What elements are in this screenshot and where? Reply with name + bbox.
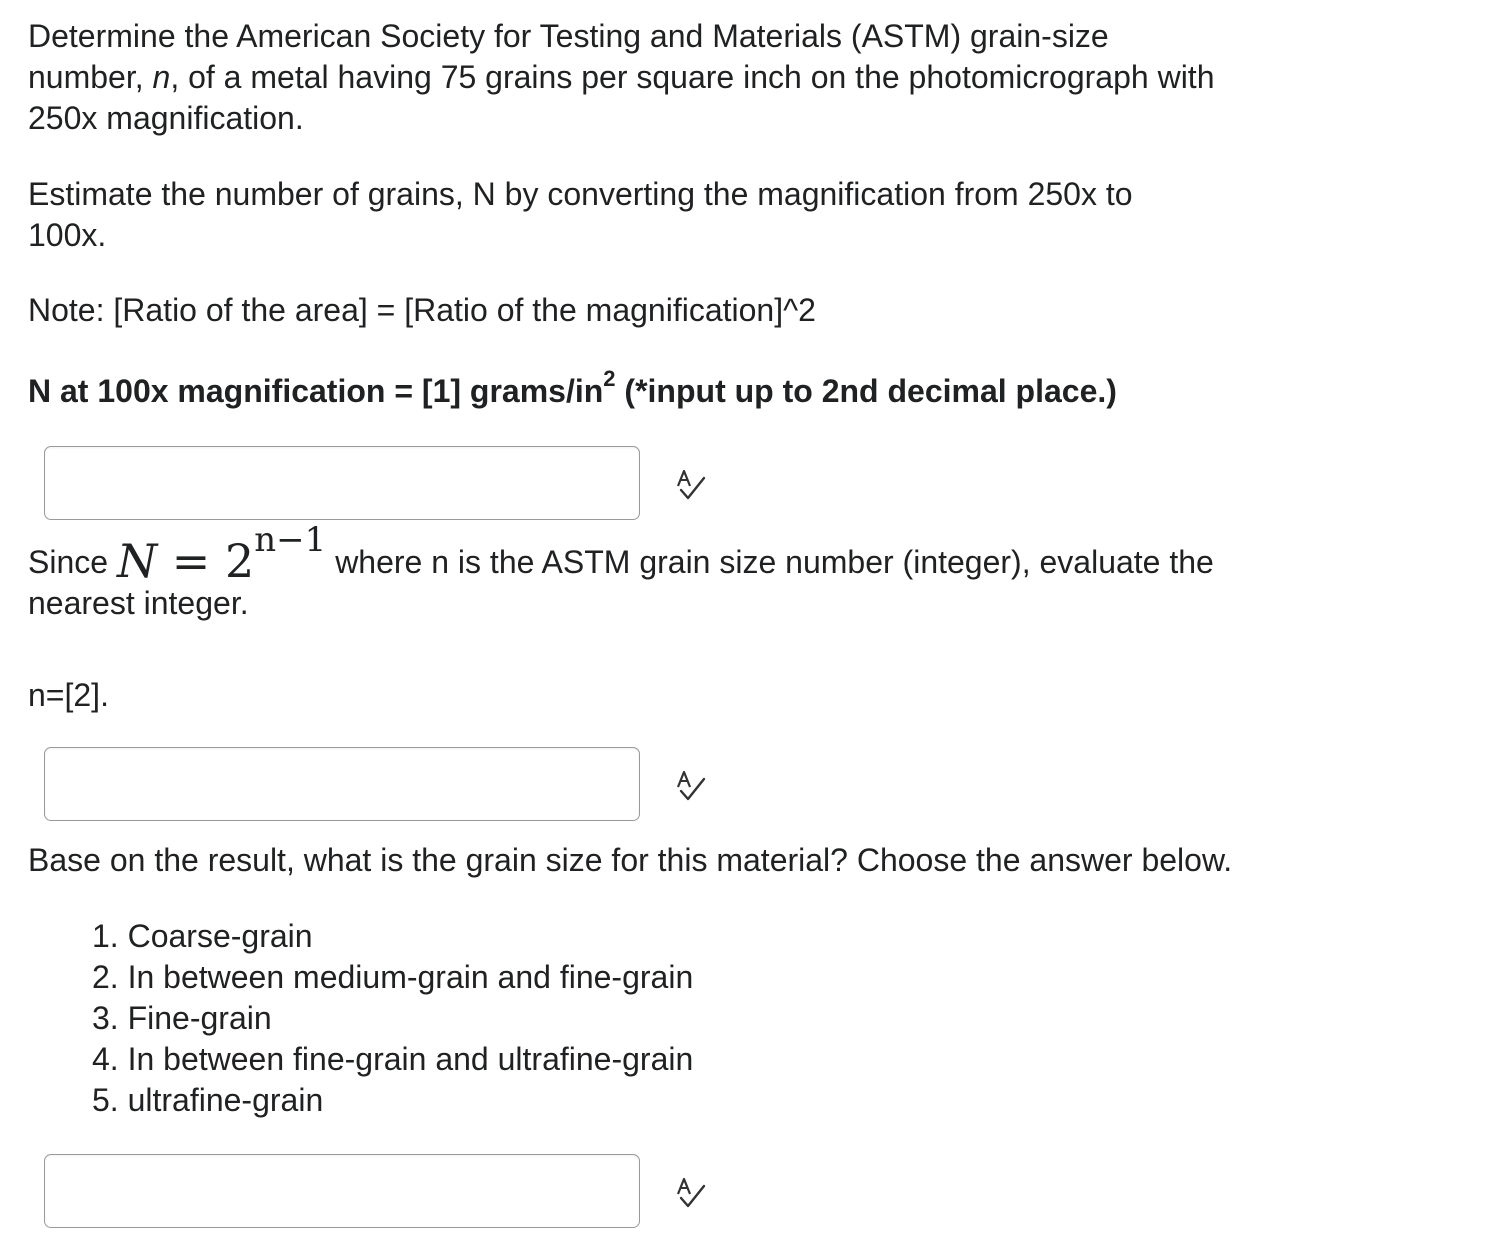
option-item: 1. Coarse-grain xyxy=(92,918,313,954)
spellcheck-icon[interactable] xyxy=(672,466,710,504)
answer-row-3 xyxy=(44,1154,724,1228)
prompt-1: N at 100x magnification = [1] grams/$in^2$ (*input up to 2nd decimal place.) xyxy=(28,366,1117,409)
n-label: n=[2]. xyxy=(28,677,109,713)
note-text: Note: [Ratio of the area] = [Ratio of the magnification]^2 xyxy=(28,292,816,328)
variable-n: n xyxy=(152,59,171,95)
spellcheck-icon[interactable] xyxy=(672,1174,710,1212)
question-3: Base on the result, what is the grain size for this material? Choose the answer below. xyxy=(28,842,1233,878)
answer-input-2[interactable] xyxy=(44,747,640,821)
intro-line-3: 250x magnification. xyxy=(28,100,304,136)
since-line-2: nearest integer. xyxy=(28,585,249,621)
option-item: 2. In between medium-grain and fine-grain xyxy=(92,959,694,995)
estimate-line-1: Estimate the number of grains, N by converting the magnification from 250x to xyxy=(28,176,1133,212)
estimate-line-2: 100x. xyxy=(28,217,107,253)
since-line-1: Since $N = 2^{n-1}$ where n is the ASTM grain size number (integer), evaluate the xyxy=(28,519,1214,588)
option-item: 4. In between fine-grain and ultrafine-grain xyxy=(92,1041,694,1077)
intro-line-2: number, n, of a metal having 75 grains per square inch on the photomicrograph with xyxy=(28,59,1215,95)
equation-exponent: n−1 xyxy=(254,519,327,560)
answer-row-1 xyxy=(44,446,724,520)
estimate-instruction xyxy=(28,174,1133,256)
exponent-2: 2 xyxy=(603,366,616,392)
answer-input-3[interactable] xyxy=(44,1154,640,1228)
answer-input-1[interactable] xyxy=(44,446,640,520)
since-equation-text xyxy=(28,519,1214,624)
grain-size-options xyxy=(92,916,693,1121)
equation-n-equals-2-pow: $N = 2^{n-1}$ xyxy=(116,519,327,588)
spellcheck-icon[interactable] xyxy=(672,767,710,805)
question-intro xyxy=(28,16,1214,139)
intro-line-1: Determine the American Society for Testing and Materials (ASTM) grain-size xyxy=(28,18,1109,54)
option-item: 3. Fine-grain xyxy=(92,1000,272,1036)
answer-row-2 xyxy=(44,747,724,821)
option-item: 5. ultrafine-grain xyxy=(92,1082,324,1118)
